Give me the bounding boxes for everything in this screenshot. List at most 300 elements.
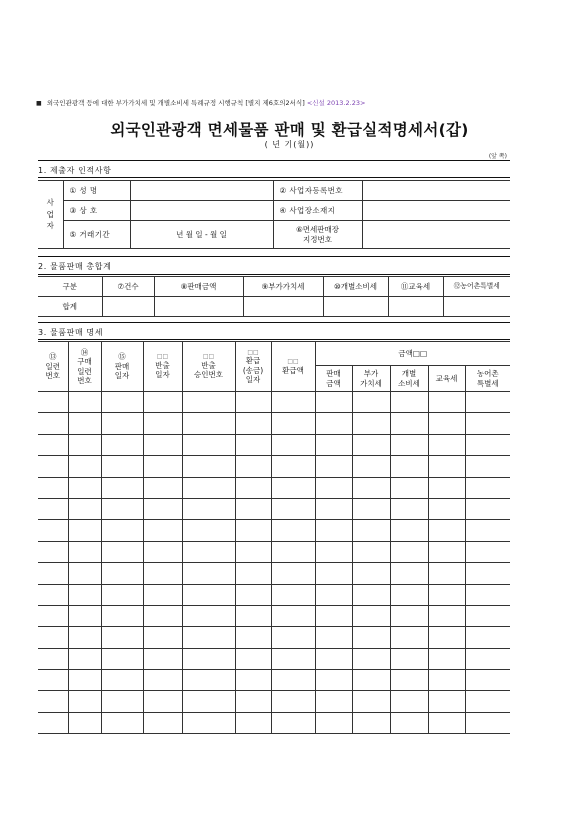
detail-cell[interactable] [352,434,390,455]
detail-cell[interactable] [143,520,182,541]
detail-cell[interactable] [271,563,315,584]
detail-cell[interactable] [428,670,465,691]
total-vat-field[interactable] [243,297,323,317]
detail-cell[interactable] [465,434,510,455]
total-label: 합계 [38,297,102,317]
total-excise-field[interactable] [323,297,388,317]
detail-cell[interactable] [271,712,315,733]
hd-amt-education [428,366,465,392]
detail-cell[interactable] [390,712,428,733]
detail-cell[interactable] [315,605,352,626]
detail-cell[interactable] [315,498,352,519]
detail-cell[interactable] [38,520,68,541]
detail-cell[interactable] [101,498,143,519]
detail-cell[interactable] [271,541,315,562]
detail-cell[interactable] [315,712,352,733]
table-row [38,477,510,498]
hd-serial-no [38,342,68,392]
detail-cell[interactable] [68,648,101,669]
detail-cell[interactable] [390,605,428,626]
detail-cell[interactable] [352,456,390,477]
col-vat: ⑨부가가치세 [243,277,323,297]
detail-cell[interactable] [390,541,428,562]
detail-cell[interactable] [68,392,101,413]
detail-cell[interactable] [315,541,352,562]
detail-cell[interactable] [182,648,235,669]
hd-serial-mark: ⑬ [49,352,57,362]
detail-cell[interactable] [390,563,428,584]
detail-cell[interactable] [38,648,68,669]
hd-sale-date-l1: 판매 [114,361,130,371]
detail-cell[interactable] [352,520,390,541]
detail-cell[interactable] [390,477,428,498]
detail-cell[interactable] [235,605,271,626]
detail-cell[interactable] [182,392,235,413]
detail-cell[interactable] [352,392,390,413]
detail-cell[interactable] [235,392,271,413]
hd-refund-amount [271,342,315,392]
table-row [38,584,510,605]
detail-cell[interactable] [101,627,143,648]
detail-cell[interactable] [38,541,68,562]
detail-cell[interactable] [143,584,182,605]
trade-period-field[interactable]: 년 월 일 - 월 일 [130,221,273,249]
detail-cell[interactable] [315,670,352,691]
detail-cell[interactable] [68,605,101,626]
detail-cell[interactable] [38,456,68,477]
hd-amt-excise-l1: 개별 [401,369,417,379]
detail-cell[interactable] [143,605,182,626]
detail-cell[interactable] [182,605,235,626]
detail-cell[interactable] [182,498,235,519]
detail-cell[interactable] [182,434,235,455]
hd-purchase-mark: ⑭ [80,347,89,357]
detail-cell[interactable] [235,584,271,605]
detail-cell[interactable] [465,691,510,712]
document-title: 외국인관광객 면세물품 판매 및 환급실적명세서(갑) [110,121,469,139]
table-row [38,712,510,733]
hd-refund-amount-l1: 환급액 [282,365,304,375]
detail-cell[interactable] [38,498,68,519]
detail-cell[interactable] [271,456,315,477]
detail-cell[interactable] [271,627,315,648]
col-sales-amount: ⑧판매금액 [154,277,243,297]
detail-cell[interactable] [428,477,465,498]
detail-cell[interactable] [101,413,143,434]
detail-cell[interactable] [182,477,235,498]
detail-cell[interactable] [352,584,390,605]
detail-cell[interactable] [182,541,235,562]
submitter-table [38,180,510,249]
hd-refund-date-l3: 일자 [245,374,261,384]
detail-cell[interactable] [101,392,143,413]
detail-cell[interactable] [143,691,182,712]
hd-sale-date-l2: 일자 [114,371,130,381]
detail-cell[interactable] [352,627,390,648]
hd-refund-date-l1: 환급 [245,356,261,366]
detail-cell[interactable] [182,712,235,733]
detail-cell[interactable] [315,477,352,498]
detail-cell[interactable] [101,563,143,584]
detail-cell[interactable] [235,648,271,669]
detail-cell[interactable] [101,520,143,541]
store-designation-field[interactable] [362,221,510,249]
hd-refund-date [235,342,271,392]
detail-cell[interactable] [315,648,352,669]
detail-cell[interactable] [428,605,465,626]
detail-cell[interactable] [315,563,352,584]
detail-cell[interactable] [428,584,465,605]
detail-cell[interactable] [315,520,352,541]
detail-cell[interactable] [235,413,271,434]
detail-cell[interactable] [235,520,271,541]
detail-cell[interactable] [271,584,315,605]
detail-cell[interactable] [235,712,271,733]
detail-cell[interactable] [465,541,510,562]
hd-amt-excise [390,366,428,392]
detail-cell[interactable] [465,392,510,413]
detail-cell[interactable] [352,413,390,434]
detail-cell[interactable] [38,413,68,434]
page-side-label: (앞 쪽) [488,153,507,160]
period-line: ( 년 기(월)) [264,140,315,149]
detail-cell[interactable] [352,498,390,519]
detail-cell[interactable] [271,413,315,434]
detail-cell[interactable] [143,541,182,562]
detail-cell[interactable] [38,392,68,413]
detail-cell[interactable] [315,627,352,648]
detail-cell[interactable] [38,712,68,733]
hd-sale-date [101,342,143,392]
detail-cell[interactable] [143,413,182,434]
address-label: ④ 사업장소재지 [273,201,362,221]
detail-cell[interactable] [428,498,465,519]
detail-cell[interactable] [143,456,182,477]
col-excise-tax: ⑩개별소비세 [323,277,388,297]
detail-cell[interactable] [390,498,428,519]
section-rule [38,256,510,257]
total-education-field[interactable] [388,297,443,317]
hd-amt-vat-l2: 가치세 [360,378,382,388]
detail-cell[interactable] [38,691,68,712]
detail-cell[interactable] [38,670,68,691]
detail-cell[interactable] [352,541,390,562]
detail-cell[interactable] [101,584,143,605]
hd-amt-rural [465,366,510,392]
hd-amt-vat [352,366,390,392]
detail-cell[interactable] [465,563,510,584]
detail-cell[interactable] [143,563,182,584]
hd-amt-education-l1: 교육세 [435,373,458,383]
hd-refund-amount-mark: □□ [287,358,299,366]
table-row [38,456,510,477]
detail-cell[interactable] [352,691,390,712]
detail-cell[interactable] [271,477,315,498]
table-row [38,520,510,541]
name-label: ① 성 명 [63,181,130,201]
detail-cell[interactable] [68,456,101,477]
detail-cell[interactable] [390,691,428,712]
detail-cell[interactable] [68,670,101,691]
sales-detail-table [38,341,510,734]
detail-cell[interactable] [465,712,510,733]
col-category: 구분 [38,277,102,297]
detail-cell[interactable] [315,584,352,605]
detail-cell[interactable] [465,648,510,669]
detail-cell[interactable] [68,563,101,584]
detail-cell[interactable] [143,392,182,413]
detail-cell[interactable] [68,498,101,519]
detail-cell[interactable] [68,520,101,541]
hd-amt-rural-l2: 특별세 [476,378,499,388]
table-row [38,691,510,712]
section3-heading: 3. 물품판매 명세 [38,328,104,337]
detail-cell[interactable] [143,670,182,691]
detail-cell[interactable] [68,477,101,498]
detail-cell[interactable] [390,670,428,691]
table-row [38,392,510,413]
hd-amt-rural-l1: 농어촌 [476,369,499,379]
section-rule [38,322,510,323]
detail-cell[interactable] [101,670,143,691]
detail-cell[interactable] [182,584,235,605]
detail-cell[interactable] [68,627,101,648]
hd-refund-date-mark: □□ [247,348,259,356]
detail-cell[interactable] [271,648,315,669]
detail-cell[interactable] [315,456,352,477]
table-row [38,563,510,584]
detail-cell[interactable] [101,477,143,498]
detail-cell[interactable] [465,670,510,691]
detail-cell[interactable] [235,456,271,477]
detail-cell[interactable] [271,392,315,413]
detail-cell[interactable] [235,691,271,712]
detail-cell[interactable] [143,648,182,669]
detail-cell[interactable] [68,584,101,605]
revision-note: <신설 2013.2.23> [306,99,366,107]
detail-cell[interactable] [390,648,428,669]
table-row [38,498,510,519]
hd-amount-group: 금액□□ [315,342,510,366]
detail-cell[interactable] [428,520,465,541]
detail-cell[interactable] [143,434,182,455]
detail-cell[interactable] [315,434,352,455]
detail-cell[interactable] [352,670,390,691]
store-label-line1: ⑥면세판매장 [296,225,339,235]
detail-cell[interactable] [428,434,465,455]
detail-cell[interactable] [235,477,271,498]
table-row [38,627,510,648]
table-row [38,670,510,691]
detail-cell[interactable] [182,520,235,541]
table-row [38,541,510,562]
section-rule [38,339,510,340]
detail-cell[interactable] [428,648,465,669]
detail-cell[interactable] [235,498,271,519]
detail-cell[interactable] [101,648,143,669]
trade-period-label: ⑤ 거래기간 [63,221,130,249]
detail-cell[interactable] [143,477,182,498]
sales-total-table [38,276,510,317]
detail-cell[interactable] [68,691,101,712]
detail-cell[interactable] [390,584,428,605]
detail-cell[interactable] [235,670,271,691]
detail-cell[interactable] [101,434,143,455]
section-rule [38,177,510,178]
detail-cell[interactable] [143,498,182,519]
name-field[interactable] [130,181,273,201]
detail-cell[interactable] [101,691,143,712]
col-rural-tax: ⑫농어촌특별세 [443,277,510,297]
detail-cell[interactable] [271,691,315,712]
detail-cell[interactable] [352,605,390,626]
detail-cell[interactable] [68,434,101,455]
detail-cell[interactable] [390,520,428,541]
hd-export-approval-l1: 반출 [201,360,216,370]
detail-cell[interactable] [182,456,235,477]
hd-export-approval [182,342,235,392]
hd-export-date-l2: 일자 [155,370,170,380]
detail-cell[interactable] [352,477,390,498]
detail-cell[interactable] [143,712,182,733]
detail-cell[interactable] [390,434,428,455]
business-label: 사 업 자 [46,198,54,231]
detail-cell[interactable] [352,563,390,584]
hd-amt-sales-l2: 금액 [326,378,341,388]
detail-cell[interactable] [38,627,68,648]
detail-cell[interactable] [182,691,235,712]
section1-heading: 1. 제출자 인적사항 [38,166,112,175]
detail-cell[interactable] [38,605,68,626]
table-row [38,413,510,434]
hd-purchase-l2: 일련 [77,366,92,376]
section-rule [38,160,510,161]
hd-sale-date-mark: ⑮ [118,352,126,362]
hd-amt-vat-l1: 부가 [363,369,379,379]
detail-cell[interactable] [390,392,428,413]
hd-export-approval-l2: 승인번호 [194,370,223,380]
detail-cell[interactable] [38,563,68,584]
section-rule [38,274,510,275]
reg-no-label: ② 사업자등록번호 [273,181,362,201]
hd-export-date-l1: 반출 [155,360,170,370]
detail-cell[interactable] [101,605,143,626]
detail-cell[interactable] [271,670,315,691]
detail-cell[interactable] [235,627,271,648]
detail-cell[interactable] [465,413,510,434]
hd-refund-date-l2: (송금) [242,365,264,375]
detail-cell[interactable] [428,563,465,584]
detail-cell[interactable] [352,648,390,669]
detail-cell[interactable] [465,477,510,498]
total-rural-field[interactable] [443,297,510,317]
hd-amt-excise-l2: 소비세 [398,378,420,388]
reg-no-field[interactable] [362,181,510,201]
hd-purchase-serial-no [68,342,101,392]
store-designation-label [273,221,362,249]
hd-amt-sales-l1: 판매 [326,369,341,379]
bullet-icon: ■ [36,100,42,107]
detail-cell[interactable] [352,712,390,733]
detail-cell[interactable] [390,627,428,648]
business-label-cell [38,181,63,249]
detail-cell[interactable] [68,712,101,733]
detail-cell[interactable] [182,627,235,648]
detail-cell[interactable] [428,691,465,712]
detail-cell[interactable] [465,605,510,626]
table-row [38,434,510,455]
detail-cell[interactable] [390,456,428,477]
total-count-field[interactable] [102,297,154,317]
form-reference-note [36,98,365,107]
trade-name-label: ③ 상 호 [63,201,130,221]
detail-cell[interactable] [235,541,271,562]
hd-export-approval-mark: □□ [202,353,215,361]
hd-purchase-l1: 구매 [77,357,92,367]
detail-cell[interactable] [315,413,352,434]
detail-cell[interactable] [182,670,235,691]
section2-heading: 2. 물품판매 총합계 [38,262,112,271]
table-row [38,605,510,626]
detail-cell[interactable] [465,498,510,519]
detail-cell[interactable] [428,541,465,562]
store-label-line2: 지정번호 [303,234,332,244]
detail-cell[interactable] [101,541,143,562]
address-field[interactable] [362,201,510,221]
detail-cell[interactable] [465,627,510,648]
detail-cell[interactable] [428,392,465,413]
detail-cell[interactable] [390,413,428,434]
detail-cell[interactable] [465,520,510,541]
detail-cell[interactable] [428,413,465,434]
detail-cell[interactable] [428,456,465,477]
detail-cell[interactable] [182,563,235,584]
detail-cell[interactable] [235,434,271,455]
detail-cell[interactable] [143,627,182,648]
detail-cell[interactable] [315,691,352,712]
hd-amt-sales [315,366,352,392]
total-sales-field[interactable] [154,297,243,317]
detail-cell[interactable] [68,413,101,434]
detail-cell[interactable] [271,498,315,519]
detail-cell[interactable] [271,520,315,541]
detail-cell[interactable] [38,434,68,455]
detail-cell[interactable] [101,456,143,477]
detail-cell[interactable] [465,456,510,477]
form-reference-text: 외국인관광객 등에 대한 부가가치세 및 개별소비세 특례규정 시행규칙 [별지 제6호의2서식] [46,99,305,107]
hd-serial-l1: 일련 [45,361,60,371]
hd-export-date-mark: □□ [156,353,169,361]
detail-cell[interactable] [38,584,68,605]
trade-name-field[interactable] [130,201,273,221]
detail-cell[interactable] [235,563,271,584]
detail-cell[interactable] [428,712,465,733]
hd-export-date [143,342,182,392]
col-count: ⑦건수 [102,277,154,297]
table-row [38,648,510,669]
detail-cell[interactable] [271,605,315,626]
detail-cell[interactable] [465,584,510,605]
detail-cell[interactable] [101,712,143,733]
hd-serial-l2: 번호 [45,371,60,381]
detail-cell[interactable] [182,413,235,434]
detail-cell[interactable] [68,541,101,562]
detail-cell[interactable] [271,434,315,455]
detail-cell[interactable] [315,392,352,413]
detail-cell[interactable] [38,477,68,498]
detail-cell[interactable] [428,627,465,648]
col-education-tax: ⑪교육세 [388,277,443,297]
